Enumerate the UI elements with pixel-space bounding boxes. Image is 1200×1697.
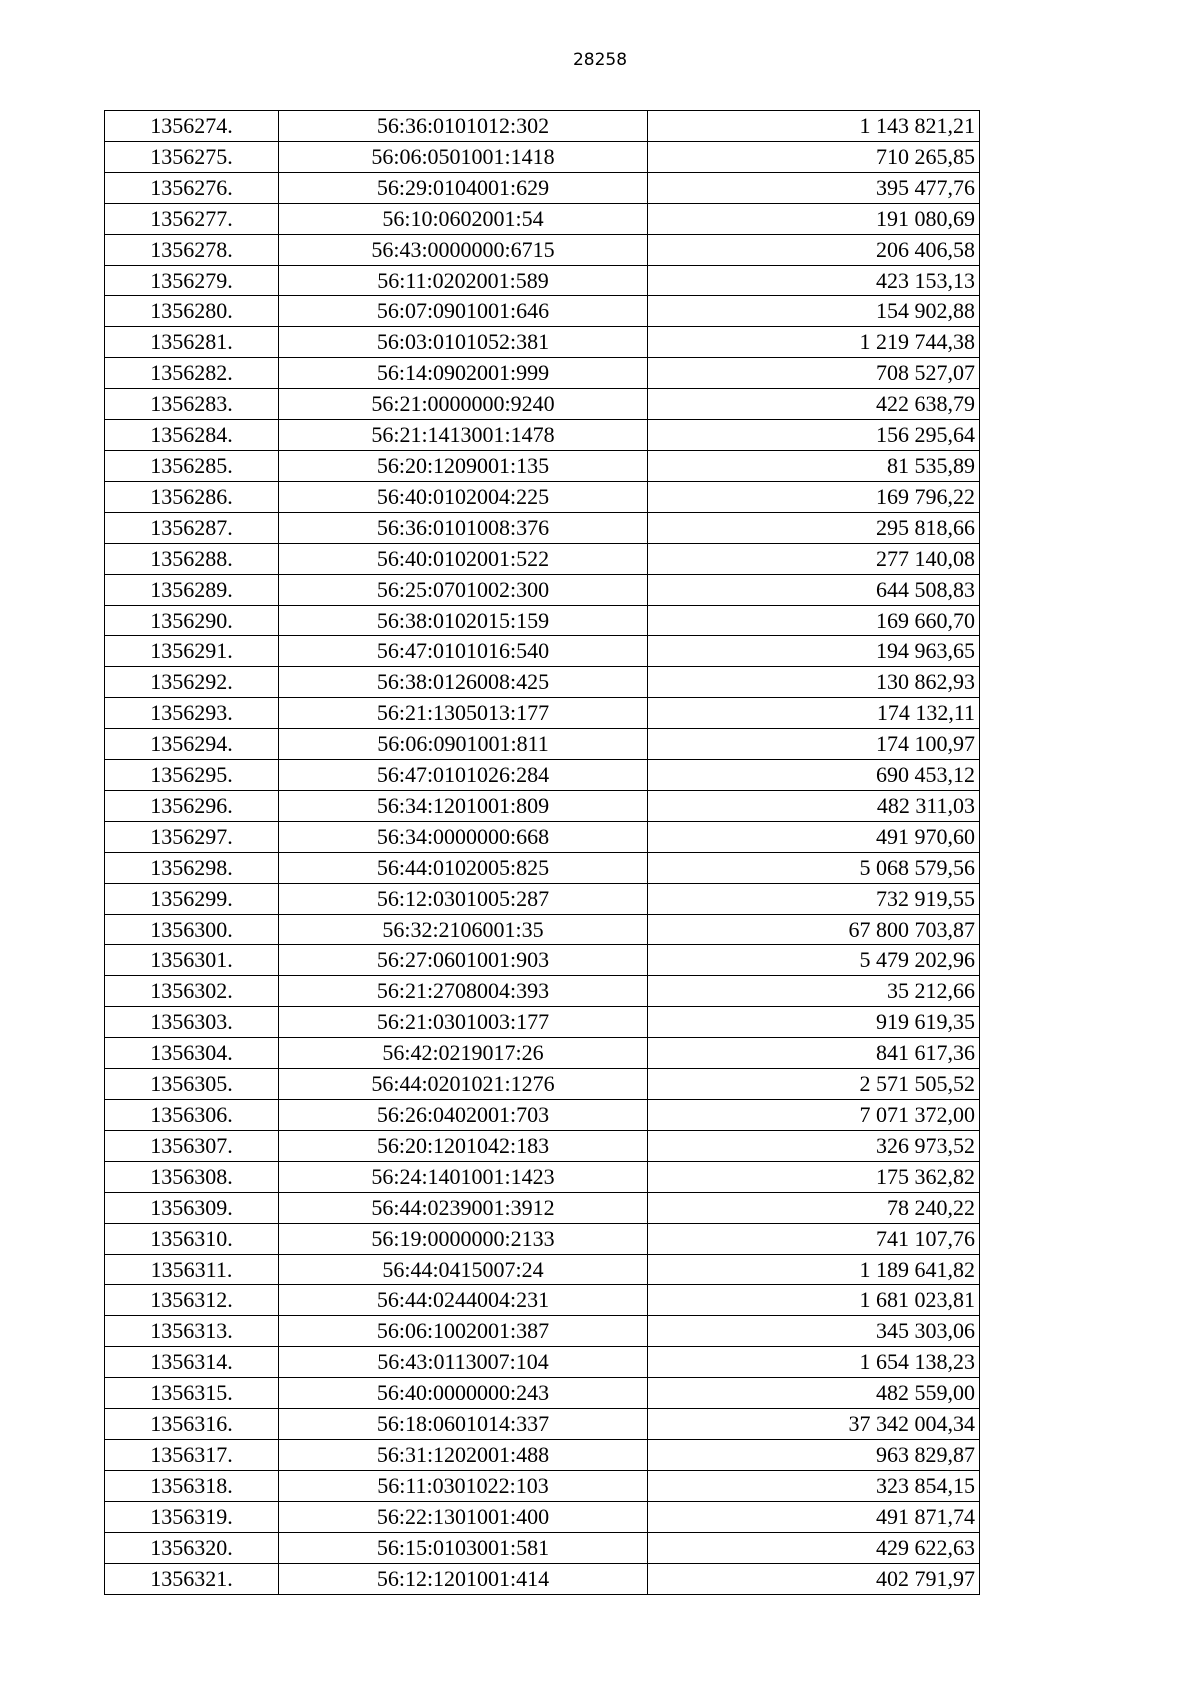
row-number-cell: 1356301.: [105, 945, 279, 976]
row-number-cell: 1356313.: [105, 1316, 279, 1347]
table-row: [105, 574, 980, 605]
value-cell: 919 619,35: [648, 1007, 980, 1038]
row-number-cell: 1356283.: [105, 389, 279, 420]
row-number-cell: 1356311.: [105, 1254, 279, 1285]
cadastral-number-cell: 56:21:0000000:9240: [279, 389, 648, 420]
value-cell: 156 295,64: [648, 420, 980, 451]
cadastral-number-cell: 56:31:1202001:488: [279, 1439, 648, 1470]
table-row: [105, 976, 980, 1007]
row-number-cell: 1356305.: [105, 1069, 279, 1100]
table-row: [105, 1532, 980, 1563]
row-number-cell: 1356320.: [105, 1532, 279, 1563]
cadastral-number-cell: 56:11:0301022:103: [279, 1470, 648, 1501]
value-cell: 482 559,00: [648, 1378, 980, 1409]
row-number-cell: 1356285.: [105, 450, 279, 481]
table-row: [105, 450, 980, 481]
registry-table-body: [105, 111, 980, 1595]
table-row: [105, 1192, 980, 1223]
table-row: [105, 296, 980, 327]
value-cell: 644 508,83: [648, 574, 980, 605]
row-number-cell: 1356284.: [105, 420, 279, 451]
cadastral-number-cell: 56:21:2708004:393: [279, 976, 648, 1007]
table-row: [105, 821, 980, 852]
cadastral-number-cell: 56:06:0901001:811: [279, 729, 648, 760]
table-row: [105, 111, 980, 142]
row-number-cell: 1356282.: [105, 358, 279, 389]
row-number-cell: 1356286.: [105, 481, 279, 512]
cadastral-number-cell: 56:47:0101026:284: [279, 760, 648, 791]
row-number-cell: 1356317.: [105, 1439, 279, 1470]
row-number-cell: 1356294.: [105, 729, 279, 760]
table-row: [105, 1285, 980, 1316]
value-cell: 1 143 821,21: [648, 111, 980, 142]
cadastral-number-cell: 56:34:0000000:668: [279, 821, 648, 852]
cadastral-number-cell: 56:40:0102001:522: [279, 543, 648, 574]
table-row: [105, 141, 980, 172]
row-number-cell: 1356302.: [105, 976, 279, 1007]
table-row: [105, 914, 980, 945]
cadastral-number-cell: 56:40:0102004:225: [279, 481, 648, 512]
cadastral-number-cell: 56:26:0402001:703: [279, 1100, 648, 1131]
value-cell: 174 132,11: [648, 698, 980, 729]
table-row: [105, 667, 980, 698]
table-row: [105, 790, 980, 821]
value-cell: 295 818,66: [648, 512, 980, 543]
row-number-cell: 1356316.: [105, 1409, 279, 1440]
cadastral-number-cell: 56:34:1201001:809: [279, 790, 648, 821]
table-row: [105, 636, 980, 667]
value-cell: 690 453,12: [648, 760, 980, 791]
row-number-cell: 1356292.: [105, 667, 279, 698]
table-row: [105, 852, 980, 883]
cadastral-number-cell: 56:11:0202001:589: [279, 265, 648, 296]
table-row: [105, 883, 980, 914]
row-number-cell: 1356275.: [105, 141, 279, 172]
cadastral-number-cell: 56:12:0301005:287: [279, 883, 648, 914]
cadastral-number-cell: 56:38:0126008:425: [279, 667, 648, 698]
table-row: [105, 327, 980, 358]
table-row: [105, 1100, 980, 1131]
cadastral-number-cell: 56:47:0101016:540: [279, 636, 648, 667]
registry-table: [104, 110, 980, 1595]
table-row: [105, 1563, 980, 1594]
cadastral-number-cell: 56:44:0244004:231: [279, 1285, 648, 1316]
table-row: [105, 358, 980, 389]
row-number-cell: 1356319.: [105, 1501, 279, 1532]
value-cell: 963 829,87: [648, 1439, 980, 1470]
cadastral-number-cell: 56:12:1201001:414: [279, 1563, 648, 1594]
cadastral-number-cell: 56:07:0901001:646: [279, 296, 648, 327]
cadastral-number-cell: 56:27:0601001:903: [279, 945, 648, 976]
value-cell: 482 311,03: [648, 790, 980, 821]
value-cell: 35 212,66: [648, 976, 980, 1007]
row-number-cell: 1356287.: [105, 512, 279, 543]
value-cell: 841 617,36: [648, 1038, 980, 1069]
cadastral-number-cell: 56:14:0902001:999: [279, 358, 648, 389]
value-cell: 37 342 004,34: [648, 1409, 980, 1440]
row-number-cell: 1356321.: [105, 1563, 279, 1594]
cadastral-number-cell: 56:18:0601014:337: [279, 1409, 648, 1440]
row-number-cell: 1356304.: [105, 1038, 279, 1069]
cadastral-number-cell: 56:29:0104001:629: [279, 172, 648, 203]
value-cell: 5 068 579,56: [648, 852, 980, 883]
value-cell: 741 107,76: [648, 1223, 980, 1254]
table-row: [105, 945, 980, 976]
value-cell: 81 535,89: [648, 450, 980, 481]
cadastral-number-cell: 56:42:0219017:26: [279, 1038, 648, 1069]
value-cell: 423 153,13: [648, 265, 980, 296]
row-number-cell: 1356314.: [105, 1347, 279, 1378]
row-number-cell: 1356299.: [105, 883, 279, 914]
value-cell: 206 406,58: [648, 234, 980, 265]
cadastral-number-cell: 56:44:0415007:24: [279, 1254, 648, 1285]
cadastral-number-cell: 56:43:0000000:6715: [279, 234, 648, 265]
table-row: [105, 1347, 980, 1378]
row-number-cell: 1356278.: [105, 234, 279, 265]
value-cell: 1 189 641,82: [648, 1254, 980, 1285]
table-row: [105, 1409, 980, 1440]
table-row: [105, 543, 980, 574]
table-row: [105, 512, 980, 543]
value-cell: 1 654 138,23: [648, 1347, 980, 1378]
table-row: [105, 1316, 980, 1347]
value-cell: 67 800 703,87: [648, 914, 980, 945]
cadastral-number-cell: 56:19:0000000:2133: [279, 1223, 648, 1254]
value-cell: 169 796,22: [648, 481, 980, 512]
row-number-cell: 1356295.: [105, 760, 279, 791]
cadastral-number-cell: 56:44:0102005:825: [279, 852, 648, 883]
cadastral-number-cell: 56:25:0701002:300: [279, 574, 648, 605]
table-row: [105, 1254, 980, 1285]
cadastral-number-cell: 56:38:0102015:159: [279, 605, 648, 636]
row-number-cell: 1356288.: [105, 543, 279, 574]
value-cell: 422 638,79: [648, 389, 980, 420]
cadastral-number-cell: 56:06:0501001:1418: [279, 141, 648, 172]
table-row: [105, 389, 980, 420]
row-number-cell: 1356296.: [105, 790, 279, 821]
value-cell: 130 862,93: [648, 667, 980, 698]
cadastral-number-cell: 56:22:1301001:400: [279, 1501, 648, 1532]
value-cell: 191 080,69: [648, 203, 980, 234]
row-number-cell: 1356309.: [105, 1192, 279, 1223]
row-number-cell: 1356281.: [105, 327, 279, 358]
value-cell: 429 622,63: [648, 1532, 980, 1563]
cadastral-number-cell: 56:20:1209001:135: [279, 450, 648, 481]
row-number-cell: 1356303.: [105, 1007, 279, 1038]
row-number-cell: 1356276.: [105, 172, 279, 203]
cadastral-number-cell: 56:15:0103001:581: [279, 1532, 648, 1563]
table-row: [105, 760, 980, 791]
table-row: [105, 729, 980, 760]
cadastral-number-cell: 56:21:1413001:1478: [279, 420, 648, 451]
row-number-cell: 1356312.: [105, 1285, 279, 1316]
cadastral-number-cell: 56:20:1201042:183: [279, 1130, 648, 1161]
cadastral-number-cell: 56:36:0101008:376: [279, 512, 648, 543]
table-row: [105, 234, 980, 265]
value-cell: 7 071 372,00: [648, 1100, 980, 1131]
table-row: [105, 1470, 980, 1501]
cadastral-number-cell: 56:44:0201021:1276: [279, 1069, 648, 1100]
row-number-cell: 1356315.: [105, 1378, 279, 1409]
row-number-cell: 1356318.: [105, 1470, 279, 1501]
row-number-cell: 1356306.: [105, 1100, 279, 1131]
row-number-cell: 1356310.: [105, 1223, 279, 1254]
table-row: [105, 420, 980, 451]
cadastral-number-cell: 56:21:1305013:177: [279, 698, 648, 729]
value-cell: 395 477,76: [648, 172, 980, 203]
cadastral-number-cell: 56:44:0239001:3912: [279, 1192, 648, 1223]
cadastral-number-cell: 56:32:2106001:35: [279, 914, 648, 945]
value-cell: 194 963,65: [648, 636, 980, 667]
table-row: [105, 265, 980, 296]
table-row: [105, 172, 980, 203]
cadastral-number-cell: 56:24:1401001:1423: [279, 1161, 648, 1192]
value-cell: 491 871,74: [648, 1501, 980, 1532]
value-cell: 175 362,82: [648, 1161, 980, 1192]
table-row: [105, 1378, 980, 1409]
row-number-cell: 1356297.: [105, 821, 279, 852]
page-number: 28258: [572, 50, 628, 70]
cadastral-number-cell: 56:10:0602001:54: [279, 203, 648, 234]
table-row: [105, 1007, 980, 1038]
value-cell: 345 303,06: [648, 1316, 980, 1347]
value-cell: 326 973,52: [648, 1130, 980, 1161]
value-cell: 1 219 744,38: [648, 327, 980, 358]
value-cell: 1 681 023,81: [648, 1285, 980, 1316]
row-number-cell: 1356308.: [105, 1161, 279, 1192]
table-row: [105, 1223, 980, 1254]
table-row: [105, 1038, 980, 1069]
table-row: [105, 1439, 980, 1470]
value-cell: 402 791,97: [648, 1563, 980, 1594]
value-cell: 710 265,85: [648, 141, 980, 172]
table-row: [105, 203, 980, 234]
row-number-cell: 1356277.: [105, 203, 279, 234]
value-cell: 2 571 505,52: [648, 1069, 980, 1100]
row-number-cell: 1356290.: [105, 605, 279, 636]
cadastral-number-cell: 56:21:0301003:177: [279, 1007, 648, 1038]
table-row: [105, 1161, 980, 1192]
row-number-cell: 1356279.: [105, 265, 279, 296]
row-number-cell: 1356289.: [105, 574, 279, 605]
table-row: [105, 605, 980, 636]
value-cell: 78 240,22: [648, 1192, 980, 1223]
row-number-cell: 1356293.: [105, 698, 279, 729]
row-number-cell: 1356300.: [105, 914, 279, 945]
value-cell: 154 902,88: [648, 296, 980, 327]
row-number-cell: 1356298.: [105, 852, 279, 883]
row-number-cell: 1356291.: [105, 636, 279, 667]
value-cell: 708 527,07: [648, 358, 980, 389]
value-cell: 491 970,60: [648, 821, 980, 852]
row-number-cell: 1356280.: [105, 296, 279, 327]
table-row: [105, 1069, 980, 1100]
cadastral-number-cell: 56:03:0101052:381: [279, 327, 648, 358]
value-cell: 5 479 202,96: [648, 945, 980, 976]
value-cell: 169 660,70: [648, 605, 980, 636]
cadastral-number-cell: 56:40:0000000:243: [279, 1378, 648, 1409]
value-cell: 732 919,55: [648, 883, 980, 914]
row-number-cell: 1356307.: [105, 1130, 279, 1161]
cadastral-number-cell: 56:43:0113007:104: [279, 1347, 648, 1378]
value-cell: 323 854,15: [648, 1470, 980, 1501]
cadastral-number-cell: 56:36:0101012:302: [279, 111, 648, 142]
table-row: [105, 1501, 980, 1532]
value-cell: 174 100,97: [648, 729, 980, 760]
table-row: [105, 481, 980, 512]
cadastral-number-cell: 56:06:1002001:387: [279, 1316, 648, 1347]
table-row: [105, 1130, 980, 1161]
table-row: [105, 698, 980, 729]
value-cell: 277 140,08: [648, 543, 980, 574]
row-number-cell: 1356274.: [105, 111, 279, 142]
